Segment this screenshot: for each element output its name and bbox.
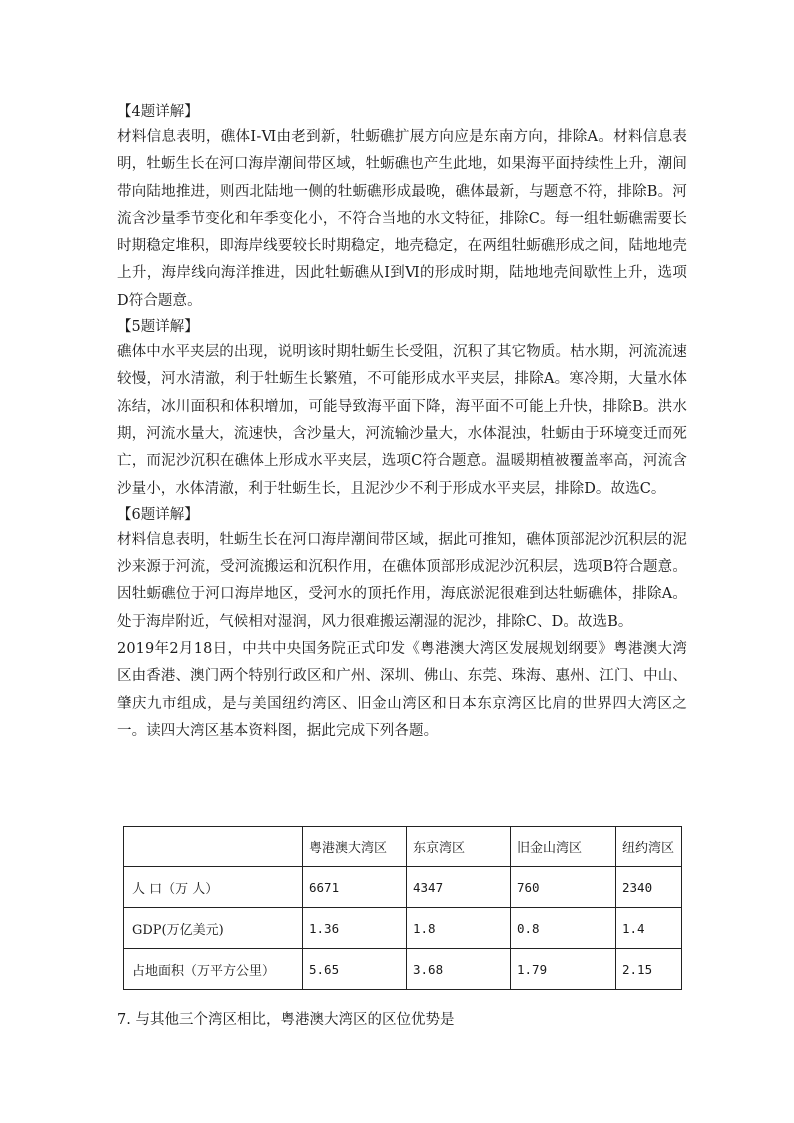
table-cell: 2340 (616, 867, 682, 908)
table-row (124, 908, 682, 949)
row-label: 占地面积（万平方公里） (124, 949, 303, 990)
table-cell: 5.65 (303, 949, 407, 990)
row-label: GDP(万亿美元) (124, 908, 303, 949)
table-header-cell: 纽约湾区 (616, 827, 682, 867)
table-header-cell: 东京湾区 (407, 827, 511, 867)
section-4-text: 材料信息表明，礁体Ⅰ-Ⅵ由老到新，牡蛎礁扩展方向应是东南方向，排除A。材料信息表明，牡蛎生长在河口海岸潮间带区域，牡蛎礁也产生此地，如果海平面持续性上升，潮间带向陆地推进，则西北陆地一侧的牡蛎礁形成最晚，礁体最新，与题意不符，排除B。河流含沙量季节变化和年季变化小，不符合当地的水文特征，排除C。每一组牡蛎礁需要长时期稳定堆积，即海岸线要较长时期稳定，地壳稳定，在两组牡蛎礁形成之间，陆地地壳上升，海岸线向海洋推进，因此牡蛎礁从Ⅰ到Ⅵ的形成时期，陆地地壳间歇性上升，选项D符合题意。 (117, 129, 687, 309)
intro-text: 2019年2月18日，中共中央国务院正式印发《粤港澳大湾区发展规划纲要》粤港澳大湾区由香港、澳门两个特别行政区和广州、深圳、佛山、东莞、珠海、惠州、江门、中山、肇庆九市组成，是与美国纽约湾区、旧金山湾区和日本东京湾区比肩的世界四大湾区之一。读四大湾区基本资料图，据此完成下列各题。 (117, 641, 687, 739)
table-cell: 2.15 (616, 949, 682, 990)
table-header-cell (124, 827, 303, 867)
row-label: 人 口（万 人） (124, 867, 303, 908)
document-body (117, 100, 687, 745)
table-cell: 1.79 (511, 949, 616, 990)
table-cell: 1.4 (616, 908, 682, 949)
table-cell: 4347 (407, 867, 511, 908)
question-7-stem: 7. 与其他三个湾区相比，粤港澳大湾区的区位优势是 (117, 1012, 455, 1028)
table-cell: 760 (511, 867, 616, 908)
section-6-heading: 【6题详解】 (117, 506, 199, 523)
table-cell: 1.36 (303, 908, 407, 949)
table-header-row (124, 827, 682, 867)
table-row (124, 867, 682, 908)
table-cell: 0.8 (511, 908, 616, 949)
table-cell: 6671 (303, 867, 407, 908)
bay-area-data-table (123, 826, 682, 990)
section-6-text: 材料信息表明，牡蛎生长在河口海岸潮间带区域，据此可推知，礁体顶部泥沙沉积层的泥沙来源于河流，受河流搬运和沉积作用，在礁体顶部形成泥沙沉积层，选项B符合题意。因牡蛎礁位于河口海岸地区，受河水的顶托作用，海底淤泥很难到达牡蛎礁体，排除A。处于海岸附近，气候相对湿润，风力很难搬运潮湿的泥沙，排除C、D。故选B。 (117, 531, 687, 630)
table-cell: 3.68 (407, 949, 511, 990)
table-row (124, 949, 682, 990)
section-5-text: 礁体中水平夹层的出现，说明该时期牡蛎生长受阻，沉积了其它物质。枯水期，河流流速较慢，河水清澈，利于牡蛎生长繁殖，不可能形成水平夹层，排除A。寒冷期，大量水体冻结，冰川面积和体积增加，可能导致海平面下降，海平面不可能上升快，排除B。洪水期，河流水量大，流速快，含沙量大，河流输沙量大，水体混浊，牡蛎由于环境变迁而死亡，而泥沙沉积在礁体上形成水平夹层，选项C符合题意。温暖期植被覆盖率高，河流含沙量小，水体清澈，利于牡蛎生长，且泥沙少不利于形成水平夹层，排除D。故选C。 (117, 344, 687, 497)
table-cell: 1.8 (407, 908, 511, 949)
table-header-cell: 粤港澳大湾区 (303, 827, 407, 867)
table-header-cell: 旧金山湾区 (511, 827, 616, 867)
section-4-heading: 【4题详解】 (117, 104, 199, 120)
section-5-heading: 【5题详解】 (117, 319, 199, 336)
